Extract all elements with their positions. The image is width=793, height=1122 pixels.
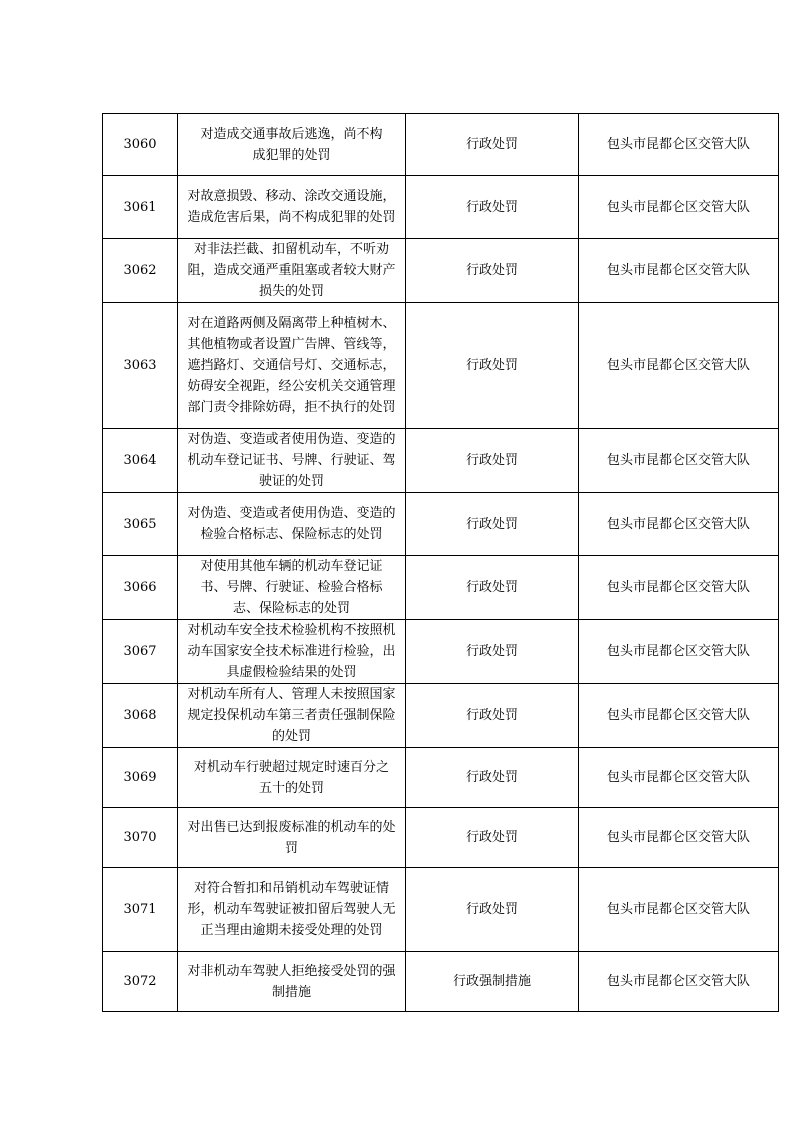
item-department: 包头市昆都仑区交管大队 [579, 748, 779, 808]
table-row [103, 556, 779, 620]
item-number: 3072 [103, 952, 178, 1012]
item-number: 3064 [103, 429, 178, 493]
item-name: 对伪造、变造或者使用伪造、变造的检验合格标志、保险标志的处罚 [178, 493, 406, 556]
item-type: 行政处罚 [406, 808, 579, 868]
item-type: 行政处罚 [406, 748, 579, 808]
item-department: 包头市昆都仑区交管大队 [579, 808, 779, 868]
item-type: 行政处罚 [406, 303, 579, 429]
item-name: 对符合暂扣和吊销机动车驾驶证情形，机动车驾驶证被扣留后驾驶人无正当理由逾期未接受处理的处罚 [178, 868, 406, 952]
table-row [103, 239, 779, 303]
item-name: 对非机动车驾驶人拒绝接受处罚的强制措施 [178, 952, 406, 1012]
item-number: 3060 [103, 114, 178, 176]
item-department: 包头市昆都仑区交管大队 [579, 952, 779, 1012]
item-type: 行政处罚 [406, 114, 579, 176]
table-row [103, 684, 779, 748]
table-row [103, 868, 779, 952]
table-row [103, 620, 779, 684]
penalty-table [102, 113, 779, 1012]
item-department: 包头市昆都仑区交管大队 [579, 868, 779, 952]
item-number: 3068 [103, 684, 178, 748]
item-name: 对机动车安全技术检验机构不按照机动车国家安全技术标准进行检验，出具虚假检验结果的处罚 [178, 620, 406, 684]
item-type: 行政处罚 [406, 620, 579, 684]
item-name: 对伪造、变造或者使用伪造、变造的机动车登记证书、号牌、行驶证、驾驶证的处罚 [178, 429, 406, 493]
item-type: 行政处罚 [406, 429, 579, 493]
item-department: 包头市昆都仑区交管大队 [579, 620, 779, 684]
item-type: 行政强制措施 [406, 952, 579, 1012]
item-department: 包头市昆都仑区交管大队 [579, 429, 779, 493]
item-type: 行政处罚 [406, 684, 579, 748]
item-number: 3069 [103, 748, 178, 808]
item-department: 包头市昆都仑区交管大队 [579, 493, 779, 556]
item-number: 3070 [103, 808, 178, 868]
item-type: 行政处罚 [406, 556, 579, 620]
table-row [103, 303, 779, 429]
table-row [103, 748, 779, 808]
item-name: 对非法拦截、扣留机动车，不听劝阻，造成交通严重阻塞或者较大财产损失的处罚 [178, 239, 406, 303]
item-number: 3071 [103, 868, 178, 952]
item-number: 3063 [103, 303, 178, 429]
item-number: 3066 [103, 556, 178, 620]
table-row [103, 176, 779, 239]
table-row [103, 808, 779, 868]
item-type: 行政处罚 [406, 493, 579, 556]
table-row [103, 952, 779, 1012]
item-department: 包头市昆都仑区交管大队 [579, 556, 779, 620]
item-name: 对机动车所有人、管理人未按照国家规定投保机动车第三者责任强制保险的处罚 [178, 684, 406, 748]
item-name: 对在道路两侧及隔离带上种植树木、其他植物或者设置广告牌、管线等，遮挡路灯、交通信号灯、交通标志，妨碍安全视距，经公安机关交通管理部门责令排除妨碍，拒不执行的处罚 [178, 303, 406, 429]
item-name: 对造成交通事故后逃逸，尚不构成犯罪的处罚 [178, 114, 406, 176]
table-row [103, 493, 779, 556]
item-type: 行政处罚 [406, 239, 579, 303]
item-department: 包头市昆都仑区交管大队 [579, 684, 779, 748]
item-number: 3065 [103, 493, 178, 556]
item-name: 对出售已达到报废标准的机动车的处罚 [178, 808, 406, 868]
item-name: 对故意损毁、移动、涂改交通设施，造成危害后果，尚不构成犯罪的处罚 [178, 176, 406, 239]
item-department: 包头市昆都仑区交管大队 [579, 303, 779, 429]
item-type: 行政处罚 [406, 868, 579, 952]
table-body [103, 114, 779, 1012]
item-name: 对使用其他车辆的机动车登记证书、号牌、行驶证、检验合格标志、保险标志的处罚 [178, 556, 406, 620]
item-department: 包头市昆都仑区交管大队 [579, 239, 779, 303]
item-name: 对机动车行驶超过规定时速百分之五十的处罚 [178, 748, 406, 808]
table-row [103, 114, 779, 176]
item-number: 3061 [103, 176, 178, 239]
item-number: 3062 [103, 239, 178, 303]
item-department: 包头市昆都仑区交管大队 [579, 114, 779, 176]
item-number: 3067 [103, 620, 178, 684]
table-row [103, 429, 779, 493]
item-type: 行政处罚 [406, 176, 579, 239]
item-department: 包头市昆都仑区交管大队 [579, 176, 779, 239]
